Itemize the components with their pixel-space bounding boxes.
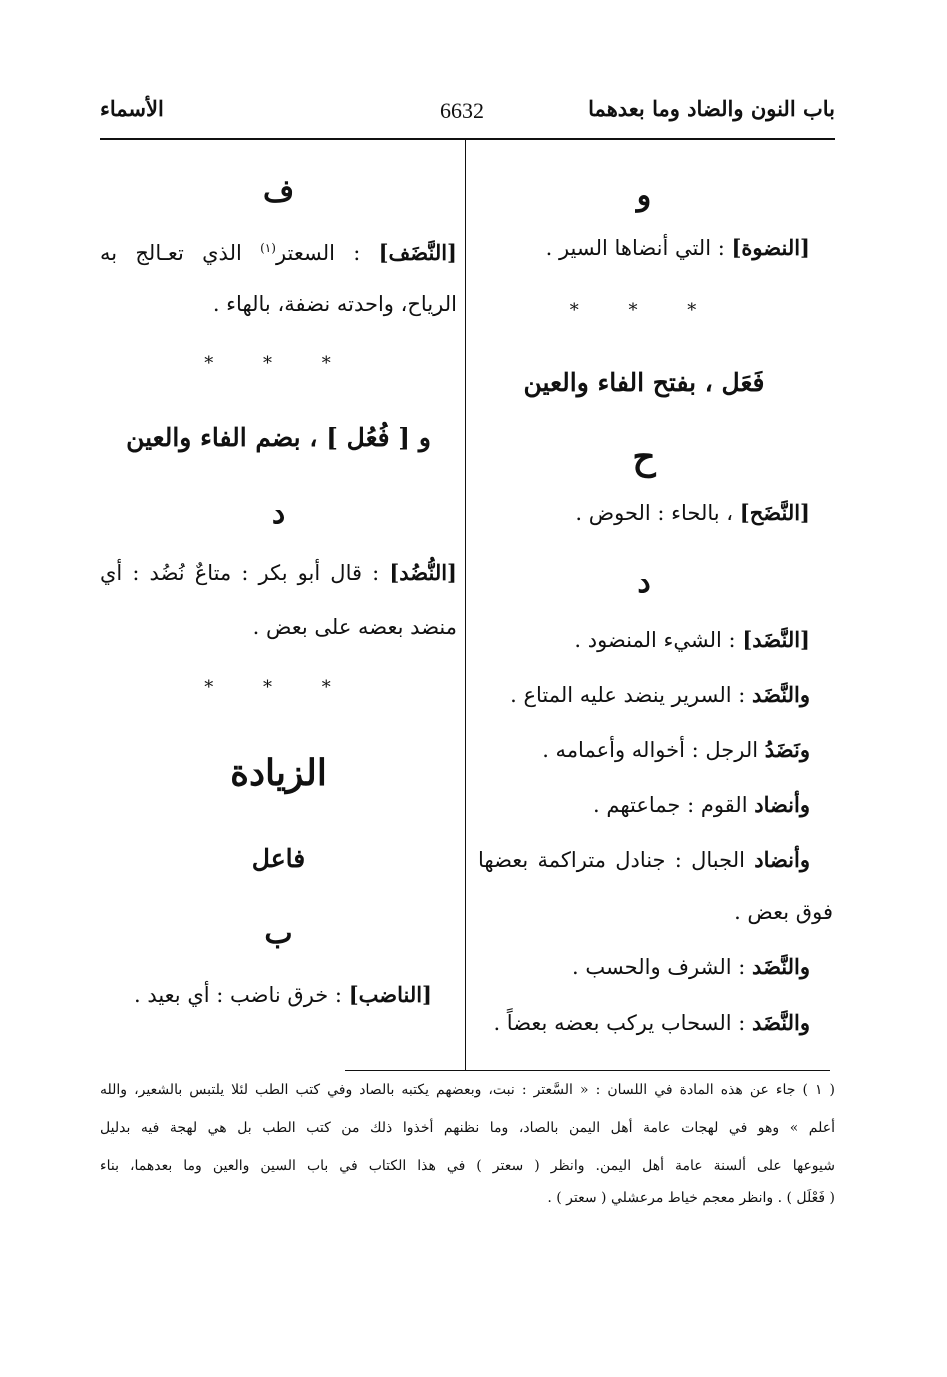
footnote-line: ( فَعْلَل ) . وانظر معجم خياط مرعشلي ( سعتر ) . (547, 1190, 835, 1206)
section-heading-faail: فاعل (251, 844, 306, 873)
letter-heading-dal: د (271, 496, 286, 531)
entry-definition: : التي أنضاها السير . (545, 236, 725, 260)
letter-heading-ba: ب (264, 916, 293, 951)
entry-nadaf (100, 240, 457, 265)
footnote-marker: (١) (260, 241, 276, 255)
entry-nudud-continuation: منضد بعضه على بعض . (252, 615, 457, 639)
entry-definition: : السرير ينضد عليه المتاع . (510, 683, 746, 707)
entry-term: [النَّضَف] (378, 240, 457, 265)
section-heading-fuul: و [ فُعُل ] ، بضم الفاء والعين (126, 423, 431, 452)
separator-stars: * * * (569, 300, 719, 321)
entry-definition: : خرق ناضب : أي بعيد . (133, 983, 343, 1007)
entry-definition: الجبال : جنادل متراكمة بعضها (478, 848, 745, 872)
footnote-line: أعلم » وهو في لهجات عامة أهل اليمن بالصاد، وما نظنهم أخذوا ذلك من كتب الطب بل هي لهجة فيه بدليل (100, 1120, 835, 1136)
entry-term: [النضوة] (731, 235, 810, 260)
entry-definition: : الشيء المنضود . (574, 628, 736, 652)
entry-term: وأنضاد (754, 792, 810, 817)
entry-nadah (478, 500, 810, 525)
section-heading-faal: فَعَل ، بفتح الفاء والعين (523, 368, 765, 397)
entry-term: ونَضَدُ (764, 737, 810, 762)
chapter-title: باب النون والضاد وما بعدهما (588, 96, 835, 121)
letter-heading-dal: د (637, 565, 651, 600)
section-title: الأسماء (100, 96, 164, 121)
entry-nasib (75, 982, 432, 1007)
entry-definition: القوم : جماعتهم . (593, 793, 748, 817)
entry-definition: : الشرف والحسب . (571, 955, 746, 979)
header-rule (100, 138, 835, 140)
entry-term: [الناضب] (348, 982, 432, 1007)
entry-nadad-4 (478, 954, 810, 979)
entry-nudud (100, 560, 457, 585)
entry-term: [النَّضَح] (739, 500, 810, 525)
column-divider (465, 140, 466, 1070)
letter-heading-waw: و (636, 178, 652, 213)
page-header (100, 96, 835, 136)
entry-definition: الرجل : أخواله وأعمامه . (542, 738, 759, 762)
entry-nadad-5 (478, 1010, 810, 1035)
entry-nadwa (478, 235, 810, 260)
entry-anqad-2 (478, 847, 810, 872)
entry-definition: ، بالحاء : الحوض . (575, 501, 734, 525)
separator-stars: * * * (204, 353, 353, 374)
entry-nadad-1 (478, 627, 810, 652)
letter-heading-fa: ف (262, 174, 295, 209)
entry-nadaf-continuation: الرياح، واحدته نضفة، بالهاء . (212, 292, 457, 316)
separator-stars: * * * (204, 677, 353, 698)
footnote-line: ( ١ ) جاء عن هذه المادة في اللسان : « السَّعتر : نبت، وبعضهم يكتبه بالصاد وفي كتب الطب لئلا يلتبس بالشعير، والله (100, 1082, 835, 1098)
entry-definition: : السعتر (275, 241, 361, 265)
entry-term: والنَّضَد (752, 682, 810, 707)
entry-term: [النُّضُد] (389, 560, 457, 585)
page-number: 6632 (440, 98, 484, 123)
entry-nadad-2 (478, 682, 810, 707)
entry-definition: : السحاب يركب بعضه بعضاً . (493, 1011, 746, 1035)
entry-definition-rest: الذي تعـالج به (100, 241, 242, 265)
entry-term: [النَّضَد] (742, 627, 810, 652)
entry-term: وأنضاد (754, 847, 810, 872)
section-heading-ziyada: الزيادة (230, 752, 327, 794)
footnote-rule (345, 1070, 830, 1071)
entry-term: والنَّضَد (752, 1010, 810, 1035)
entry-anqad-1 (478, 792, 810, 817)
footnote-line: شيوعها على ألسنة عامة أهل اليمن. وانظر ( سعتر ) في هذا الكتاب في باب السين والعين وما بعدهما، بناء (100, 1158, 835, 1174)
entry-term: والنَّضَد (752, 954, 810, 979)
entry-anqad-2-continuation: فوق بعض . (734, 900, 833, 924)
entry-nadad-3 (478, 737, 810, 762)
letter-heading-ha: ح (632, 436, 656, 478)
entry-definition: : قال أبو بكر : متاعٌ نُضُد : أي (100, 561, 380, 585)
